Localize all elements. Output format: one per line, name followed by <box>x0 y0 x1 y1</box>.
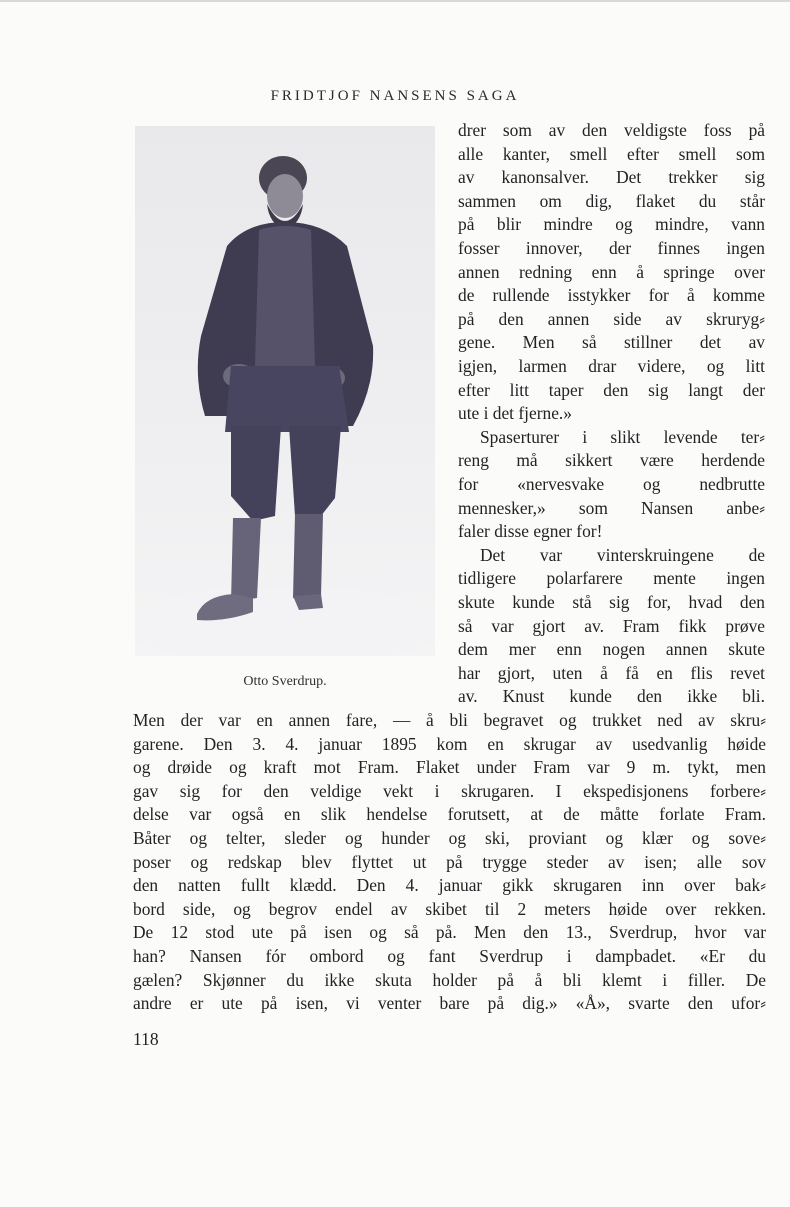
column-line: Det var vinterskruingene de <box>480 545 765 565</box>
column-line: drer som av den veldigste foss på <box>458 120 765 140</box>
running-title: FRIDTJOF NANSENS SAGA <box>270 88 520 104</box>
column-line: fosser innover, der finnes ingen <box>458 238 765 258</box>
body-line: bord side, og begrov endel av skibet til 2 meters høide over rekken. <box>133 899 766 919</box>
portrait-photo <box>135 126 435 656</box>
column-line: for «nervesvake og nedbrutte <box>458 474 765 494</box>
column-line: Spaserturer i slikt levende ter⸗ <box>480 427 765 447</box>
page-number: 118 <box>133 1029 159 1049</box>
body-line: garene. Den 3. 4. januar 1895 kom en skrugar av usedvanlig høide <box>133 734 766 754</box>
body-line: den natten fullt klædd. Den 4. januar gikk skrugaren inn over bak⸗ <box>133 875 766 895</box>
figure-caption: Otto Sverdrup. <box>243 674 327 689</box>
column-line: de rullende isstykker for å komme <box>458 285 765 305</box>
body-line: poser og redskap blev flyttet ut på trygge steder av isen; alle sov <box>133 852 766 872</box>
body-line: Båter og telter, sleder og hunder og ski, proviant og klær og sove⸗ <box>133 828 766 848</box>
column-line: faler disse egner for! <box>458 521 603 541</box>
column-line: ute i det fjerne.» <box>458 403 572 423</box>
column-line: reng må sikkert være herdende <box>458 450 765 470</box>
column-line: gene. Men så stillner det av <box>458 332 765 352</box>
body-line: gælen? Skjønner du ikke skuta holder på å bli klemt i filler. De <box>133 970 766 990</box>
body-line: delse var også en slik hendelse forutsett, at de måtte forlate Fram. <box>133 804 766 824</box>
column-line: tidligere polarfarere mente ingen <box>458 568 765 588</box>
body-line: andre er ute på isen, vi venter bare på dig.» «Å», svarte den ufor⸗ <box>133 993 766 1013</box>
body-line: gav sig for den veldige vekt i skrugaren. I ekspedisjonens forbere⸗ <box>133 781 766 801</box>
column-line: på blir mindre og mindre, vann <box>458 214 765 234</box>
body-line: og drøide og kraft mot Fram. Flaket under Fram var 9 m. tykt, men <box>133 757 766 777</box>
column-line: skute kunde stå sig for, hvad den <box>458 592 765 612</box>
column-line: igjen, larmen drar videre, og litt <box>458 356 765 376</box>
column-line: efter litt taper den sig langt der <box>458 380 765 400</box>
column-line: på den annen side av skruryg⸗ <box>458 309 765 329</box>
column-line: så var gjort av. Fram fikk prøve <box>458 616 765 636</box>
column-line: annen redning enn å springe over <box>458 262 765 282</box>
column-line: mennesker,» som Nansen anbe⸗ <box>458 498 765 518</box>
column-line: alle kanter, smell efter smell som <box>458 144 765 164</box>
body-line: han? Nansen fór ombord og fant Sverdrup i dampbadet. «Er du <box>133 946 766 966</box>
column-line: sammen om dig, flaket du står <box>458 191 765 211</box>
body-line: De 12 stod ute på isen og så på. Men den 13., Sverdrup, hvor var <box>133 922 766 942</box>
column-line: dem mer enn nogen annen skute <box>458 639 765 659</box>
portrait-figure-illustration <box>135 126 435 656</box>
column-line: av kanonsalver. Det trekker sig <box>458 167 765 187</box>
body-line: Men der var en annen fare, — å bli begravet og trukket ned av skru⸗ <box>133 710 766 730</box>
column-line: av. Knust kunde den ikke bli. <box>458 686 765 706</box>
page-edge <box>0 0 790 2</box>
column-line: har gjort, uten å få en flis revet <box>458 663 765 683</box>
